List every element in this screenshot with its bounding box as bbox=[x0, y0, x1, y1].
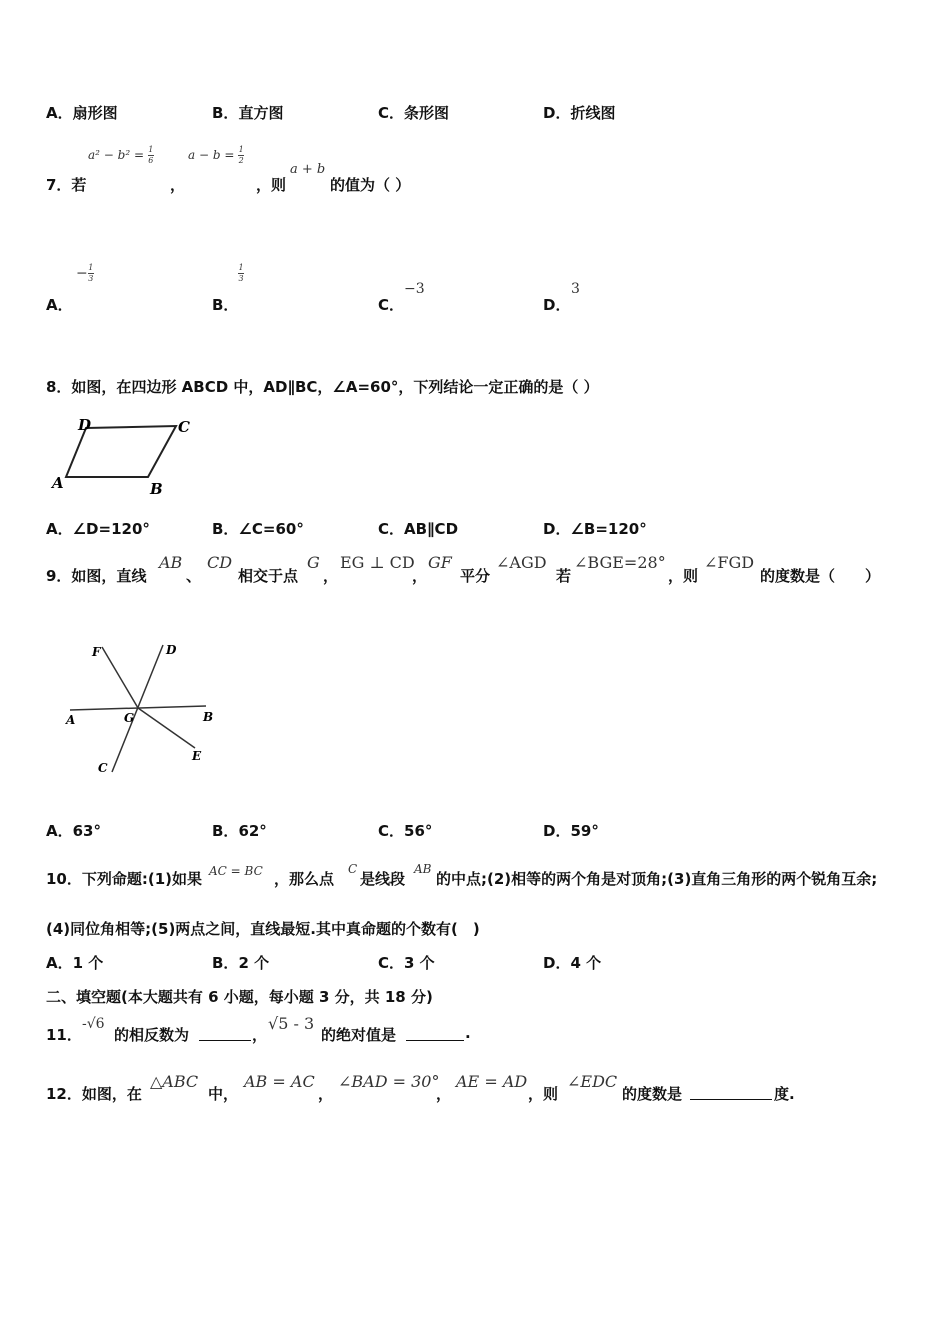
q7-option-d-label: D． bbox=[543, 296, 571, 314]
q9-text-2: 、 bbox=[186, 567, 202, 585]
q9-option-c: C．56° bbox=[378, 822, 433, 840]
q7-then: ，则 bbox=[256, 176, 287, 194]
ray-ge bbox=[138, 708, 195, 748]
figure-label-g: G bbox=[124, 711, 135, 725]
q11-text-4: . bbox=[465, 1024, 471, 1042]
figure-label-e: E bbox=[192, 749, 202, 763]
q7-option-a-label: A． bbox=[46, 296, 73, 314]
q7-expression: a + b bbox=[290, 162, 326, 177]
q10-option-c: C．3 个 bbox=[378, 954, 435, 972]
q7-option-a-value: − $\frac{1}{3}$ bbox=[76, 263, 94, 283]
q9-math-angle-bge: ∠BGE=28° bbox=[574, 553, 666, 572]
q9-option-a: A．63° bbox=[46, 822, 101, 840]
q12-math-ae-ad: AE = AD bbox=[456, 1072, 528, 1091]
q9-text-9: 的度数是（ ） bbox=[760, 567, 881, 585]
q8-option-c: C．AB∥CD bbox=[378, 520, 459, 538]
q8-parallelogram-figure bbox=[46, 410, 206, 500]
q9-math-cd: CD bbox=[207, 553, 233, 572]
q11-blank-1[interactable] bbox=[199, 1026, 251, 1041]
q12-math-ab-ac: AB = AC bbox=[244, 1072, 315, 1091]
q9-intersecting-lines-figure bbox=[60, 635, 220, 780]
q11-blank-2[interactable] bbox=[406, 1026, 464, 1041]
q7-option-c-value: −3 bbox=[404, 281, 425, 297]
q12-text-5: ，则 bbox=[528, 1085, 559, 1103]
q11-text-1: 的相反数为 bbox=[114, 1026, 190, 1044]
q12-text-4: ， bbox=[436, 1085, 452, 1103]
figure-label-d: D bbox=[166, 643, 177, 657]
q6-option-a: A．扇形图 bbox=[46, 104, 118, 122]
q11-math-neg-sqrt6: -√6 bbox=[82, 1016, 105, 1032]
q10-text-2: ，那么点 bbox=[274, 870, 335, 888]
q6-option-c: C．条形图 bbox=[378, 104, 450, 122]
q9-text-1: 9．如图，直线 bbox=[46, 567, 147, 585]
q11-number: 11． bbox=[46, 1026, 82, 1044]
q8-option-a: A．∠D=120° bbox=[46, 520, 150, 538]
q9-text-5: ， bbox=[412, 567, 428, 585]
q9-math-eg-perp-cd: EG ⊥ CD bbox=[340, 553, 415, 572]
figure-label-b: B bbox=[150, 480, 163, 498]
q9-text-6: 平分 bbox=[460, 567, 491, 585]
q9-text-3: 相交于点 bbox=[238, 567, 299, 585]
q9-math-ab: AB bbox=[159, 553, 183, 572]
q10-option-a: A．1 个 bbox=[46, 954, 104, 972]
q12-text-2: 中， bbox=[208, 1085, 239, 1103]
q10-math-ab: AB bbox=[414, 862, 432, 876]
q7-condition-1: a² − b² = $\frac{1}{6}$ bbox=[88, 145, 154, 165]
q7-option-c-label: C． bbox=[378, 296, 405, 314]
q9-text-4: ， bbox=[323, 567, 339, 585]
q7-option-b-label: B． bbox=[212, 296, 239, 314]
figure-label-c: C bbox=[178, 418, 190, 436]
q10-text-4: 的中点;(2)相等的两个角是对顶角;(3)直角三角形的两个锐角互余; bbox=[436, 870, 878, 888]
q12-text-1: 12．如图，在 bbox=[46, 1085, 142, 1103]
q7-tail: 的值为（ ） bbox=[330, 176, 411, 194]
q9-math-angle-agd: ∠AGD bbox=[496, 553, 547, 572]
q12-math-triangle-abc: △ABC bbox=[150, 1072, 199, 1091]
figure-label-c: C bbox=[98, 761, 108, 775]
q9-math-g: G bbox=[307, 553, 320, 572]
q8-option-d: D．∠B=120° bbox=[543, 520, 647, 538]
q9-math-angle-fgd: ∠FGD bbox=[704, 553, 755, 572]
q12-blank[interactable] bbox=[690, 1085, 772, 1100]
q6-option-b: B．直方图 bbox=[212, 104, 284, 122]
q7-option-d-value: 3 bbox=[571, 281, 580, 297]
q7-comma: ， bbox=[170, 176, 186, 194]
q12-math-angle-bad: ∠BAD = 30° bbox=[338, 1072, 440, 1091]
q10-math-ac-bc: AC = BC bbox=[209, 864, 263, 878]
figure-label-a: A bbox=[52, 474, 64, 492]
q6-option-d: D．折线图 bbox=[543, 104, 616, 122]
q10-math-c: C bbox=[348, 862, 358, 876]
q11-text-2: ， bbox=[252, 1026, 268, 1044]
q10-text-1: 10．下列命题:(1)如果 bbox=[46, 870, 203, 888]
q10-option-b: B．2 个 bbox=[212, 954, 270, 972]
q8-option-b: B．∠C=60° bbox=[212, 520, 304, 538]
q11-math-sqrt5-minus-3: √5 - 3 bbox=[268, 1014, 315, 1033]
q9-option-b: B．62° bbox=[212, 822, 267, 840]
figure-label-f: F bbox=[92, 645, 101, 659]
q10-text-3: 是线段 bbox=[360, 870, 406, 888]
q9-option-d: D．59° bbox=[543, 822, 599, 840]
figure-label-b: B bbox=[203, 710, 214, 724]
q12-text-7: 度. bbox=[774, 1085, 795, 1103]
q9-math-gf: GF bbox=[428, 553, 452, 572]
q10-option-d: D．4 个 bbox=[543, 954, 602, 972]
q7-option-b-value: $\frac{1}{3}$ bbox=[238, 263, 244, 283]
q11-text-3: 的绝对值是 bbox=[321, 1026, 397, 1044]
ray-gf bbox=[102, 647, 138, 708]
q12-text-3: ， bbox=[318, 1085, 334, 1103]
q8-stem: 8．如图，在四边形 ABCD 中，AD∥BC，∠A=60°，下列结论一定正确的是（ ） bbox=[46, 378, 599, 396]
q12-math-angle-edc: ∠EDC bbox=[567, 1072, 618, 1091]
figure-label-d: D bbox=[78, 416, 92, 434]
q7-condition-2: a − b = $\frac{1}{2}$ bbox=[188, 145, 244, 165]
q12-text-6: 的度数是 bbox=[622, 1085, 683, 1103]
section-2-title: 二、填空题(本大题共有 6 小题，每小题 3 分，共 18 分) bbox=[46, 988, 433, 1006]
q10-line-2: (4)同位角相等;(5)两点之间，直线最短.其中真命题的个数有( ) bbox=[46, 920, 480, 938]
figure-label-a: A bbox=[66, 713, 76, 727]
q7-number: 7．若 bbox=[46, 176, 87, 194]
q9-text-8: ，则 bbox=[668, 567, 699, 585]
q9-text-7: 若 bbox=[556, 567, 572, 585]
